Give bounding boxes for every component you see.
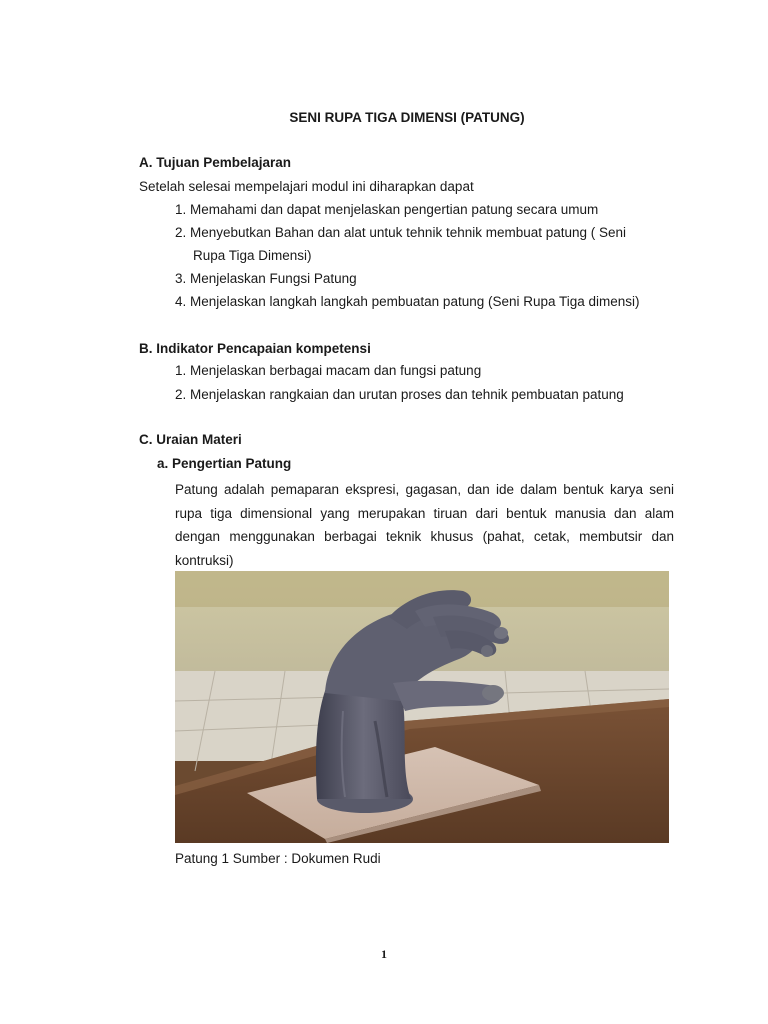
- section-a-intro: Setelah selesai mempelajari modul ini diharapkan dapat: [139, 179, 474, 194]
- hand-sculpture-photo: [175, 571, 669, 843]
- paragraph-line: Patung adalah pemaparan ekspresi, gagasan, dan ide dalam bentuk karya seni: [175, 482, 674, 497]
- section-c-heading: C. Uraian Materi: [139, 432, 242, 447]
- definition-paragraph: [175, 478, 674, 572]
- section-a-item-4: 4. Menjelaskan langkah langkah pembuatan patung (Seni Rupa Tiga dimensi): [175, 294, 640, 309]
- section-b-heading: B. Indikator Pencapaian kompetensi: [139, 341, 371, 356]
- paragraph-line: kontruksi): [175, 552, 234, 568]
- section-a-item-3: 3. Menjelaskan Fungsi Patung: [175, 271, 357, 286]
- section-b-item-1: 1. Menjelaskan berbagai macam dan fungsi patung: [175, 363, 482, 378]
- section-b-item-2: 2. Menjelaskan rangkaian dan urutan proses dan tehnik pembuatan patung: [175, 387, 624, 402]
- section-a-heading: A. Tujuan Pembelajaran: [139, 155, 292, 170]
- section-a-item-2: 2. Menyebutkan Bahan dan alat untuk tehnik tehnik membuat patung ( Seni: [175, 225, 627, 240]
- paragraph-line: rupa tiga dimensional yang merupakan tiruan dari bentuk manusia dan alam: [175, 505, 674, 521]
- section-c-subheading: a. Pengertian Patung: [157, 456, 292, 471]
- page-number: 1: [381, 947, 387, 961]
- section-a-item-1: 1. Memahami dan dapat menjelaskan pengertian patung secara umum: [175, 202, 599, 217]
- paragraph-line: dengan menggunakan berbagai teknik khusus (pahat, cetak, membutsir dan: [175, 529, 674, 544]
- photo-caption: Patung 1 Sumber : Dokumen Rudi: [175, 851, 381, 866]
- section-a-item-2-cont: Rupa Tiga Dimensi): [193, 248, 312, 263]
- page-title: SENI RUPA TIGA DIMENSI (PATUNG): [289, 110, 525, 125]
